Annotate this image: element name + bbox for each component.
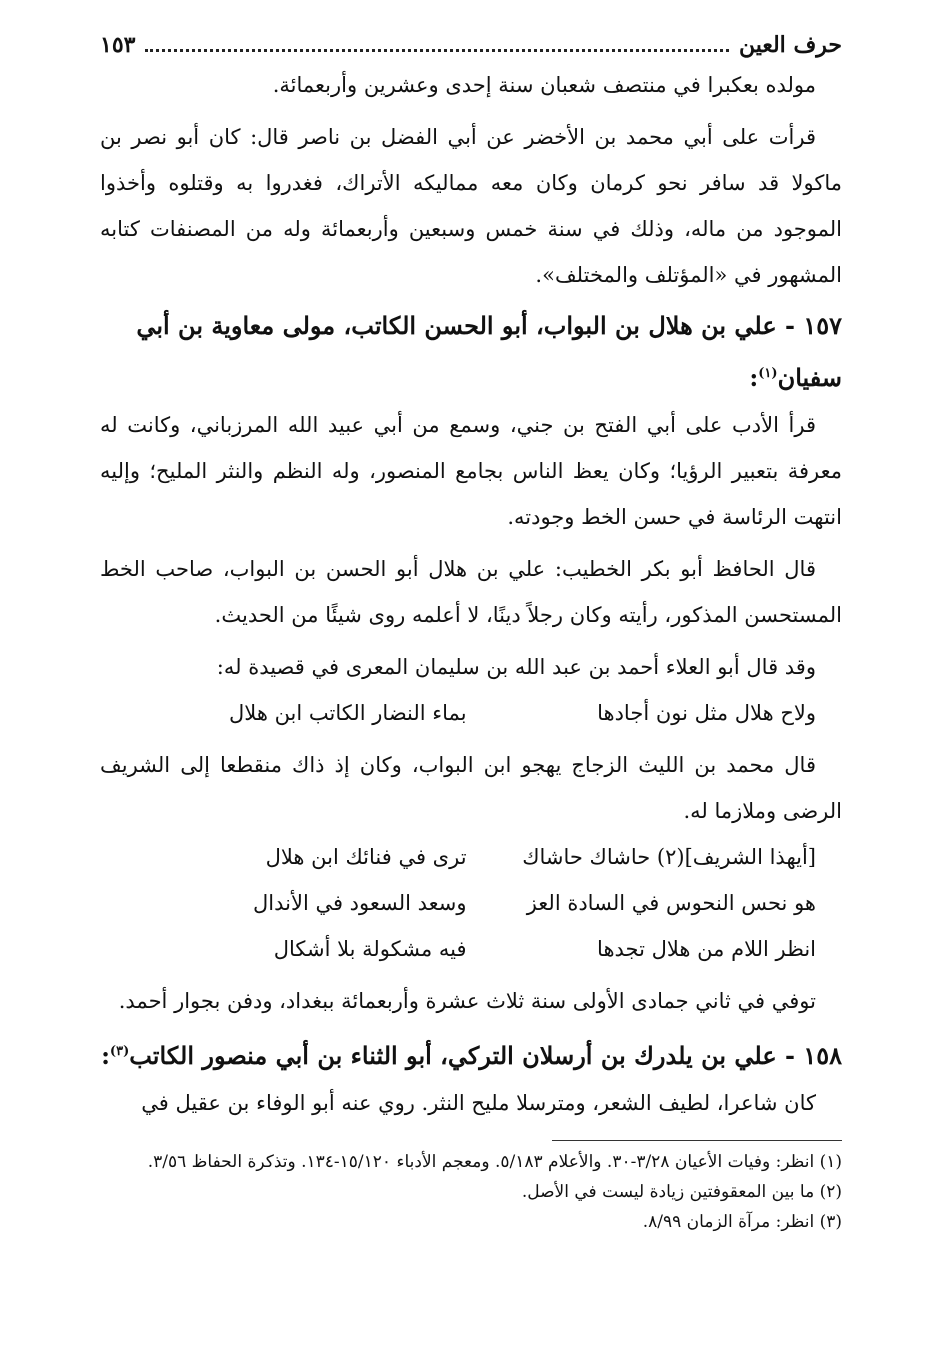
verse-second-hemistich: وسعد السعود في الأندال [253,891,467,915]
footnote-ref-3: (٣) [109,1044,130,1059]
page-header [100,28,842,62]
entry-158-heading: ١٥٨ - علي بن يلدرك بن أرسلان التركي، أبو الثناء بن أبي منصور الكاتب$^{(٣)}$: [101,1041,842,1070]
verse-first-hemistich: هو نحس النحوس في السادة العز [526,891,816,915]
page-number: ١٥٣ [100,32,136,58]
verse-first-hemistich: ولاح هلال مثل نون أجادها [597,701,816,725]
footnote-1: (١) انظر: وفيات الأعيان ٣/٢٨-٣٠. والأعلام ٥/١٨٣. ومعجم الأدباء ١٥/١٢٠-١٣٤. وتذكرة الحفاظ ٣/٥٦. [147,1152,842,1172]
footnotes [100,1147,842,1237]
footnote-divider [552,1140,842,1141]
entry-157-heading: ١٥٧ - علي بن هلال بن البواب، أبو الحسن الكاتب، مولى معاوية بن أبي سفيان$^{(١)}$: [136,311,842,392]
verse-second-hemistich: ترى في فنائك ابن هلال [265,845,467,869]
footnote-2: (٢) ما بين المعقوفتين زيادة ليست في الأصل. [521,1182,842,1202]
paragraph-ibn-bawwab-bio: قرأ الأدب على أبي الفتح بن جني، وسمع من أبي عبيد الله المرزباني، وكانت له معرفة بتعبير الرؤيا؛ وكان يعظ الناس بجامع المنصور، وله النظم والنثر المليح؛ وإليه انتهت الرئاسة في حسن الخط وجودته. [100,413,842,529]
verse-line [100,880,842,926]
verse-first-hemistich: انظر اللام من هلال تجدها [597,937,816,961]
verse-line [100,926,842,972]
paragraph-maarri-intro: وقد قال أبو العلاء أحمد بن عبد الله بن سليمان المعرى في قصيدة له: [216,655,816,679]
verse-first-hemistich: [أيهذا الشريف](٢) حاشاك حاشاك [522,845,816,869]
paragraph-death-date: توفي في ثاني جمادى الأولى سنة ثلاث عشرة وأربعمائة ببغداد، ودفن بجوار أحمد. [118,989,816,1013]
verse-second-hemistich: بماء النضار الكاتب ابن هلال [229,701,467,725]
footnote-3: (٣) انظر: مرآة الزمان ٨/٩٩. [642,1212,842,1232]
paragraph-khatib-quote: قال الحافظ أبو بكر الخطيب: علي بن هلال أبو الحسن بن البواب، صاحب الخط المستحسن المذكور، رأيته وكان رجلاً دينًا، لا أعلمه روى شيئًا من الحديث. [100,557,842,627]
chapter-title: حرف العين [738,32,842,58]
verse-line [100,690,842,736]
paragraph-birth: مولده بعكبرا في منتصف شعبان سنة إحدى وعشرين وأربعمائة. [272,73,816,97]
verse-second-hemistich: فيه مشكولة بلا أشكال [273,937,467,961]
paragraph-zajjaj-intro: قال محمد بن الليث الزجاج يهجو ابن البواب، وكان إذ ذاك منقطعا إلى الشريف الرضى وملازما له. [100,753,842,823]
paragraph-ibn-makula: قرأت على أبي محمد بن الأخضر عن أبي الفضل بن ناصر قال: كان أبو نصر بن ماكولا قد سافر نحو كرمان وكان معه مماليكه الأتراك، فغدروا به وقتلوه وأخذوا الموجود من ماله، وذلك في سنة خمس وسبعين وأربعمائة وله من المصنفات كتابه المشهور في «المؤتلف والمختلف». [100,125,842,287]
verse-line [100,834,842,880]
paragraph-poet-bio: كان شاعرا، لطيف الشعر، ومترسلا مليح النثر. روي عنه أبو الوفاء بن عقيل في [141,1091,816,1115]
footnote-ref-1: (١) [758,366,778,381]
entry-157-title: ١٥٧ - علي بن هلال بن البواب، أبو الحسن الكاتب، مولى معاوية بن أبي سفيان [136,311,842,392]
entry-158-title: ١٥٨ - علي بن يلدرك بن أرسلان التركي، أبو الثناء بن أبي منصور الكاتب [129,1041,842,1070]
header-dot-leader [145,49,729,52]
